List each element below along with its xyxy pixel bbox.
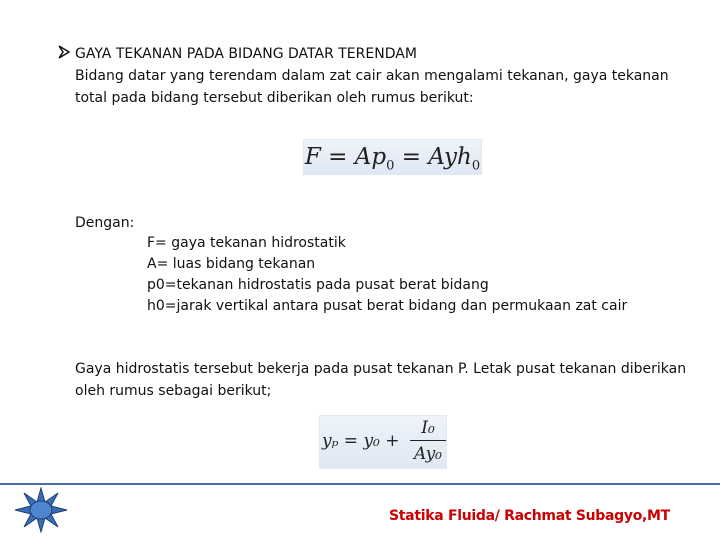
dengan-label: Dengan: (75, 215, 135, 231)
definition-list (147, 233, 627, 317)
definition-item: A= luas bidang tekanan (147, 256, 316, 272)
center-of-pressure-formula (319, 415, 447, 469)
footer-credit: Statika Fluida/ Rachmat Subagyo,MT (389, 508, 670, 524)
definition-item: h0=jarak vertikal antara pusat berat bidang dan permukaan zat cair (147, 298, 628, 314)
footer-divider (0, 483, 720, 485)
fraction-bar (410, 440, 446, 441)
force-formula: $F = Ap_0 = Ayh_0$ (303, 139, 482, 175)
formula-fraction (410, 418, 446, 465)
fraction-numerator: I₀ (421, 418, 435, 438)
center-of-pressure-paragraph: Gaya hidrostatis tersebut bekerja pada pusat tekanan P. Letak pusat tekanan diberikan oleh rumus sebagai berikut; (75, 361, 687, 399)
definition-item: p0=tekanan hidrostatis pada pusat berat bidang (147, 277, 489, 293)
star-logo-icon (14, 487, 68, 533)
fraction-denominator: Ay₀ (413, 444, 442, 464)
definition-item: F= gaya tekanan hidrostatik (147, 235, 346, 251)
heading-text: GAYA TEKANAN PADA BIDANG DATAR TERENDAM (75, 46, 417, 62)
arrow-bullet-icon (58, 45, 70, 59)
intro-paragraph: Bidang datar yang terendam dalam zat cair akan mengalami tekanan, gaya tekanan total pada bidang tersebut diberikan oleh rumus berikut: (75, 68, 669, 106)
formula-lhs: yₚ = y₀ + (322, 431, 400, 451)
